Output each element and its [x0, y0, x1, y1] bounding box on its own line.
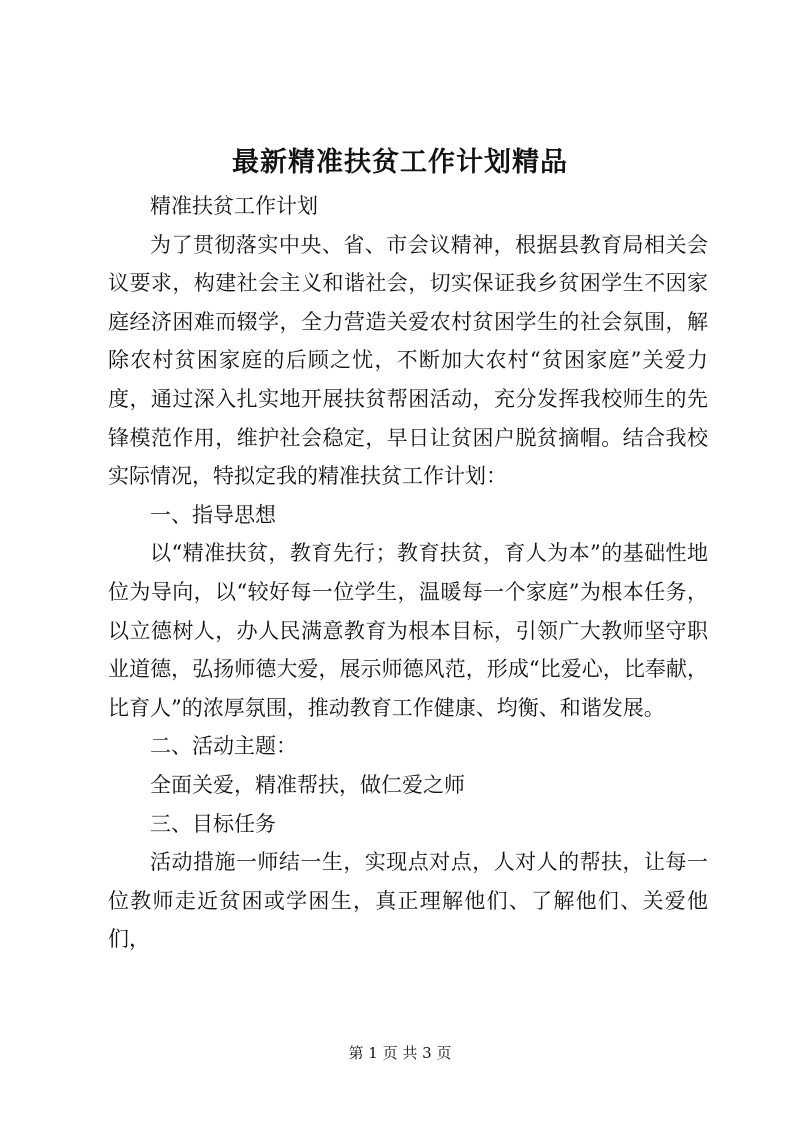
paragraph-goals: 活动措施一师结一生，实现点对点，人对人的帮扶，让每一位教师走近贫困或学困生，真正理解他们、了解他们、关爱他们， [108, 850, 708, 952]
section-heading-goals: 三、目标任务 [150, 811, 276, 836]
page-number-footer: 第 1 页 共 3 页 [348, 1044, 452, 1062]
section-heading-plan: 精准扶贫工作计划 [150, 194, 318, 218]
section-heading-guiding-thought: 一、指导思想 [150, 502, 276, 527]
paragraph-intro: 为了贯彻落实中央、省、市会议精神，根据县教育局相关会议要求，构建社会主义和谐社会，切实保证我乡贫困学生不因家庭经济困难而辍学，全力营造关爱农村贫困学生的社会氛围，解除农村贫困家庭的后顾之忧，不断加大农村“贫困家庭”关爱力度，通过深入扎实地开展扶贫帮困活动，充分发挥我校师生的先锋模范作用，维护社会稳定，早日让贫困户脱贫摘帽。结合我校实际情况，特拟定我的精准扶贫工作计划： [108, 232, 708, 489]
paragraph-activity-theme: 全面关爱，精准帮扶，做仁爱之师 [150, 772, 465, 797]
paragraph-guiding-thought: 以“精准扶贫，教育先行；教育扶贫，育人为本”的基础性地位为导向，以“较好每一位学生，温暖每一个家庭”为根本任务，以立德树人，办人民满意教育为根本目标，引领广大教师坚守职业道德，弘扬师德大爱，展示师德风范，形成“比爱心，比奉献，比育人”的浓厚氛围，推动教育工作健康、均衡、和谐发展。 [108, 541, 708, 720]
document-title: 最新精准扶贫工作计划精品 [232, 147, 568, 178]
document-body [108, 187, 708, 959]
section-heading-activity-theme: 二、活动主题： [150, 734, 297, 759]
